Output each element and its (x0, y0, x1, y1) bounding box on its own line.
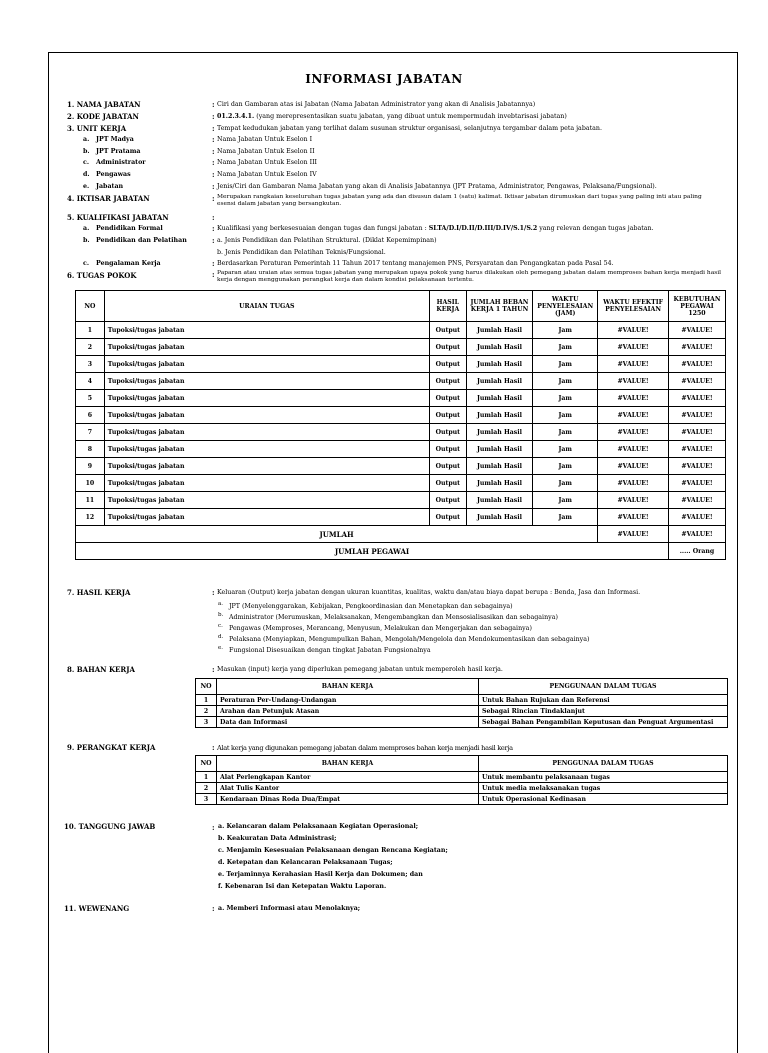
row-efektif: #VALUE! (598, 492, 669, 509)
table-row (196, 695, 728, 706)
row-guna: Untuk Bahan Rujukan dan Referensi (479, 695, 728, 706)
row-uraian: Tupoksi/tugas jabatan (104, 475, 429, 492)
tugas-table (75, 290, 726, 560)
row-hasil: Output (429, 373, 466, 390)
row-guna: Untuk membantu pelaksanaan tugas (479, 772, 728, 783)
colon: : (212, 236, 215, 245)
row-bahan: Kendaraan Dinas Roda Dua/Empat (217, 794, 479, 805)
row-hasil: Output (429, 407, 466, 424)
row-jumlah: Jumlah Hasil (466, 441, 532, 458)
table-row (76, 441, 726, 458)
row-waktu: Jam (533, 424, 598, 441)
th-no: NO (76, 291, 105, 322)
row-efektif: #VALUE! (598, 509, 669, 526)
tanggung-item: c. Menjamin Kesesuaian Pelaksanaan dengan Rencana Kegiatan; (218, 847, 448, 854)
unit-kerja-value: Tempat kedudukan jabatan yang terlihat dalam susunan struktur organisasi, selanjutnya tergambar dalam peta jabatan. (217, 125, 602, 132)
row-hasil: Output (429, 390, 466, 407)
wewenang-label: 11. WEWENANG (64, 904, 130, 913)
pelatihan-label: Pendidikan dan Pelatihan (96, 237, 187, 244)
row-waktu: Jam (533, 509, 598, 526)
th-efektif: WAKTU EFEKTIF PENYELESAIAN (598, 291, 669, 322)
row-bahan: Arahan dan Petunjuk Atasan (217, 706, 479, 717)
row-uraian: Tupoksi/tugas jabatan (104, 390, 429, 407)
perangkat-kerja-value: Alat kerja yang digunakan pemegang jabatan dalam memproses bahan kerja menjadi hasil kerja (217, 744, 513, 752)
table-row (76, 424, 726, 441)
formal-tail: yang relevan dengan tugas jabatan. (537, 225, 654, 232)
tanggung-item: b. Keakuratan Data Administrasi; (218, 835, 337, 842)
unit-label-e: Jabatan (96, 183, 124, 190)
row-no: 1 (76, 322, 105, 339)
th-no: NO (196, 756, 217, 772)
row-kebutuhan: #VALUE! (669, 509, 726, 526)
row-jumlah: Jumlah Hasil (466, 390, 532, 407)
row-uraian: Tupoksi/tugas jabatan (104, 458, 429, 475)
row-kebutuhan: #VALUE! (669, 322, 726, 339)
row-no: 4 (76, 373, 105, 390)
row-uraian: Tupoksi/tugas jabatan (104, 322, 429, 339)
row-uraian: Tupoksi/tugas jabatan (104, 339, 429, 356)
row-hasil: Output (429, 322, 466, 339)
table-row (76, 322, 726, 339)
jumlah-row (76, 526, 726, 543)
row-efektif: #VALUE! (598, 475, 669, 492)
unit-value-a: Nama Jabatan Untuk Eselon I (217, 136, 313, 143)
unit-kerja-label: 3. UNIT KERJA (67, 124, 127, 133)
row-guna: Sebagai Bahan Pengambilan Keputusan dan Penguat Argumentasi (479, 717, 728, 728)
colon: : (212, 158, 215, 167)
row-kebutuhan: #VALUE! (669, 339, 726, 356)
row-no: 1 (196, 695, 217, 706)
table-row (76, 407, 726, 424)
row-kebutuhan: #VALUE! (669, 390, 726, 407)
th-bahan: BAHAN KERJA (217, 756, 479, 772)
hasil-key-a: a. (218, 601, 224, 607)
row-waktu: Jam (533, 407, 598, 424)
pegawai-label: JUMLAH PEGAWAI (76, 543, 669, 560)
row-uraian: Tupoksi/tugas jabatan (104, 424, 429, 441)
row-waktu: Jam (533, 339, 598, 356)
table-row (76, 509, 726, 526)
tanggung-item: d. Ketepatan dan Kelancaran Pelaksanaan Tugas; (218, 859, 393, 866)
row-hasil: Output (429, 492, 466, 509)
row-kebutuhan: #VALUE! (669, 373, 726, 390)
row-hasil: Output (429, 356, 466, 373)
row-efektif: #VALUE! (598, 322, 669, 339)
tugas-pokok-value: Paparan atau uraian atas semua tugas jabatan yang merupakan upaya pokok yang harus dilakukan oleh pemegang jabatan dalam memproses bahan kerja menjadi hasil kerja dengan menggunakan perangkat kerja dan dalam kondisi pelaksanaan tertentu. (217, 270, 721, 283)
formal-key: a. (83, 225, 90, 232)
hasil-item-a: JPT (Menyelenggarakan, Kebijakan, Pengkoordinasian dan Menetapkan dan sebagainya) (229, 603, 513, 610)
row-efektif: #VALUE! (598, 373, 669, 390)
table-row (196, 717, 728, 728)
unit-value-b: Nama Jabatan Untuk Eselon II (217, 148, 315, 155)
row-no: 3 (76, 356, 105, 373)
row-kebutuhan: #VALUE! (669, 424, 726, 441)
unit-label-b: JPT Pratama (96, 148, 141, 155)
row-no: 3 (196, 717, 217, 728)
table-row (76, 339, 726, 356)
colon: : (212, 665, 215, 674)
colon: : (212, 112, 215, 121)
row-efektif: #VALUE! (598, 407, 669, 424)
unit-key-a: a. (83, 136, 90, 143)
hasil-item-c: Pengawas (Memproses, Merancang, Menyusun, Melakukan dan Mengerjakan dan sebagainya) (229, 625, 532, 632)
pengalaman-label: Pengalaman Kerja (96, 260, 161, 267)
colon: : (212, 100, 215, 109)
table-row (76, 373, 726, 390)
pelatihan-a: a. Jenis Pendidikan dan Pelatihan Struktural. (Diklat Kepemimpinan) (217, 237, 437, 244)
hasil-key-b: b. (218, 612, 224, 618)
row-hasil: Output (429, 458, 466, 475)
hasil-key-d: d. (218, 634, 224, 640)
pengalaman-key: c. (83, 260, 90, 267)
row-hasil: Output (429, 339, 466, 356)
th-bahan: BAHAN KERJA (217, 679, 479, 695)
row-uraian: Tupoksi/tugas jabatan (104, 373, 429, 390)
formal-levels: SLTA/D.I/D.II/D.III/D.IV/S.1/S.2 (428, 225, 538, 232)
hasil-item-e: Fungsional Disesuaikan dengan tingkat Jabatan Fungsionalnya (229, 647, 431, 654)
pegawai-value: ..... Orang (669, 543, 726, 560)
tanggung-item: a. Kelancaran dalam Pelaksanaan Kegiatan Operasional; (218, 823, 419, 830)
row-jumlah: Jumlah Hasil (466, 407, 532, 424)
colon: : (212, 182, 215, 191)
colon: : (212, 224, 215, 233)
table-row (196, 772, 728, 783)
th-hasil: HASIL KERJA (429, 291, 466, 322)
row-guna: Untuk media melaksanakan tugas (479, 783, 728, 794)
unit-label-c: Administrator (96, 159, 146, 166)
hasil-kerja-label: 7. HASIL KERJA (67, 588, 131, 597)
th-uraian: URAIAN TUGAS (104, 291, 429, 322)
bahan-kerja-label: 8. BAHAN KERJA (67, 665, 135, 674)
table-row (76, 475, 726, 492)
row-hasil: Output (429, 441, 466, 458)
jumlah-kebutuhan: #VALUE! (669, 526, 726, 543)
row-bahan: Alat Perlengkapan Kantor (217, 772, 479, 783)
th-kebutuhan: KEBUTUHAN PEGAWAI 1250 (669, 291, 726, 322)
row-waktu: Jam (533, 441, 598, 458)
kode-jabatan-value (217, 113, 567, 120)
colon: : (212, 743, 215, 752)
row-jumlah: Jumlah Hasil (466, 322, 532, 339)
colon: : (212, 194, 215, 203)
row-no: 12 (76, 509, 105, 526)
row-bahan: Data dan Informasi (217, 717, 479, 728)
hasil-item-d: Pelaksana (Menyiapkan, Mengumpulkan Bahan, Mengolah/Mengelola dan Mendokumentasikan dan sebagainya) (229, 636, 590, 643)
row-no: 2 (76, 339, 105, 356)
kualifikasi-label: 5. KUALIFIKASI JABATAN (67, 213, 169, 222)
row-kebutuhan: #VALUE! (669, 492, 726, 509)
jumlah-label: JUMLAH (76, 526, 598, 543)
unit-label-a: JPT Madya (96, 136, 134, 143)
row-jumlah: Jumlah Hasil (466, 339, 532, 356)
iktisar-label: 4. IKTISAR JABATAN (67, 194, 150, 203)
colon: : (212, 823, 215, 832)
formal-label: Pendidikan Formal (96, 225, 163, 232)
hasil-key-e: e. (218, 645, 224, 651)
row-efektif: #VALUE! (598, 441, 669, 458)
row-waktu: Jam (533, 492, 598, 509)
row-uraian: Tupoksi/tugas jabatan (104, 407, 429, 424)
tanggung-jawab-label: 10. TANGGUNG JAWAB (64, 822, 156, 831)
th-guna: PENGGUNAAN DALAM TUGAS (479, 679, 728, 695)
perangkat-kerja-table (195, 755, 728, 805)
row-kebutuhan: #VALUE! (669, 356, 726, 373)
unit-label-d: Pengawas (96, 171, 131, 178)
row-guna: Untuk Operasional Kedinasan (479, 794, 728, 805)
colon: : (212, 270, 215, 279)
row-efektif: #VALUE! (598, 339, 669, 356)
table-row (196, 783, 728, 794)
row-waktu: Jam (533, 322, 598, 339)
unit-value-e: Jenis/Ciri dan Gambaran Nama Jabatan yang akan di Analisis Jabatannya (JPT Pratama, Administrator, Pengawas, Pelaksana/Fungsional). (217, 183, 657, 190)
row-efektif: #VALUE! (598, 390, 669, 407)
nama-jabatan-label: 1. NAMA JABATAN (67, 100, 141, 109)
nama-jabatan-value: Ciri dan Gambaran atas isi Jabatan (Nama Jabatan Administrator yang akan di Analisis Jabatannya) (217, 101, 536, 108)
table-row (196, 794, 728, 805)
row-uraian: Tupoksi/tugas jabatan (104, 509, 429, 526)
row-hasil: Output (429, 424, 466, 441)
row-waktu: Jam (533, 356, 598, 373)
perangkat-kerja-label: 9. PERANGKAT KERJA (67, 743, 156, 752)
row-kebutuhan: #VALUE! (669, 441, 726, 458)
table-row (76, 492, 726, 509)
unit-key-c: c. (83, 159, 90, 166)
row-hasil: Output (429, 475, 466, 492)
row-waktu: Jam (533, 458, 598, 475)
th-no: NO (196, 679, 217, 695)
table-row (76, 356, 726, 373)
pengalaman-value: Berdasarkan Peraturan Pemerintah 11 Tahun 2017 tentang manajemen PNS, Persyaratan dan Pengangkatan pada Pasal 54. (217, 260, 614, 267)
kode-jabatan-desc: (yang merepresentasikan suatu jabatan, yang dibuat untuk mempermudah invebtarisasi jabatan) (254, 113, 567, 120)
row-jumlah: Jumlah Hasil (466, 424, 532, 441)
row-kebutuhan: #VALUE! (669, 407, 726, 424)
row-kebutuhan: #VALUE! (669, 458, 726, 475)
row-jumlah: Jumlah Hasil (466, 458, 532, 475)
jumlah-efektif: #VALUE! (598, 526, 669, 543)
row-waktu: Jam (533, 475, 598, 492)
page-title: INFORMASI JABATAN (305, 72, 463, 86)
row-efektif: #VALUE! (598, 424, 669, 441)
colon: : (212, 588, 215, 597)
colon: : (212, 170, 215, 179)
th-jumlah: JUMLAH BEBAN KERJA 1 TAHUN (466, 291, 532, 322)
row-no: 2 (196, 706, 217, 717)
row-uraian: Tupoksi/tugas jabatan (104, 356, 429, 373)
colon: : (212, 904, 215, 913)
row-jumlah: Jumlah Hasil (466, 492, 532, 509)
unit-value-c: Nama Jabatan Untuk Eselon III (217, 159, 318, 166)
formal-value (217, 225, 654, 232)
row-bahan: Peraturan Per-Undang-Undangan (217, 695, 479, 706)
hasil-kerja-value: Keluaran (Output) kerja jabatan dengan ukuran kuantitas, kualitas, waktu dan/atau biaya dapat berupa : Benda, Jasa dan Informasi. (217, 589, 641, 596)
row-no: 3 (196, 794, 217, 805)
row-waktu: Jam (533, 373, 598, 390)
unit-value-d: Nama Jabatan Untuk Eselon IV (217, 171, 317, 178)
table-row (196, 706, 728, 717)
hasil-item-b: Administrator (Merumuskan, Melaksanakan, Mengembangkan dan Mensosialisasikan dan sebagainya) (229, 614, 558, 621)
unit-key-b: b. (83, 148, 90, 155)
pegawai-row (76, 543, 726, 560)
row-jumlah: Jumlah Hasil (466, 509, 532, 526)
colon: : (212, 124, 215, 133)
row-no: 5 (76, 390, 105, 407)
row-jumlah: Jumlah Hasil (466, 475, 532, 492)
row-no: 6 (76, 407, 105, 424)
bahan-kerja-value: Masukan (input) kerja yang diperlukan pemegang jabatan untuk memperoleh hasil kerja. (217, 666, 503, 673)
row-kebutuhan: #VALUE! (669, 475, 726, 492)
formal-text: Kualifikasi yang berkesesuaian dengan tugas dan fungsi jabatan : (217, 225, 429, 232)
bahan-kerja-table (195, 678, 728, 728)
unit-key-e: e. (83, 183, 90, 190)
row-uraian: Tupoksi/tugas jabatan (104, 492, 429, 509)
row-no: 2 (196, 783, 217, 794)
th-waktu: WAKTU PENYELESAIAN (JAM) (533, 291, 598, 322)
iktisar-value: Merupakan rangkaian keseluruhan tugas jabatan yang ada dan disusun dalam 1 (satu) kalimat. Iktisar jabatan dirumuskan dari tugas yang paling inti atau paling esensi dalam jabatan yang bersangkutan. (217, 194, 702, 207)
row-no: 9 (76, 458, 105, 475)
row-no: 10 (76, 475, 105, 492)
tugas-pokok-label: 6. TUGAS POKOK (67, 271, 137, 280)
colon: : (212, 135, 215, 144)
table-row (76, 390, 726, 407)
colon: : (212, 147, 215, 156)
th-guna: PENGGUNAA DALAM TUGAS (479, 756, 728, 772)
kode-jabatan-code: 01.2.3.4.1. (217, 113, 255, 120)
row-no: 1 (196, 772, 217, 783)
tanggung-item: e. Terjaminnya Kerahasian Hasil Kerja dan Dokumen; dan (218, 871, 423, 878)
kode-jabatan-label: 2. KODE JABATAN (67, 112, 139, 121)
colon: : (212, 213, 215, 222)
table-row (76, 458, 726, 475)
hasil-key-c: c. (218, 623, 223, 629)
row-jumlah: Jumlah Hasil (466, 373, 532, 390)
colon: : (212, 259, 215, 268)
row-bahan: Alat Tulis Kantor (217, 783, 479, 794)
row-hasil: Output (429, 509, 466, 526)
row-efektif: #VALUE! (598, 458, 669, 475)
row-guna: Sebagai Rincian Tindaklanjut (479, 706, 728, 717)
pelatihan-b: b. Jenis Pendidikan dan Pelatihan Teknis/Fungsional. (217, 249, 386, 256)
row-no: 7 (76, 424, 105, 441)
pelatihan-key: b. (83, 237, 90, 244)
tanggung-item: f. Kebenaran Isi dan Ketepatan Waktu Laporan. (218, 883, 387, 890)
wewenang-item: a. Memberi Informasi atau Menolaknya; (218, 905, 361, 912)
row-no: 11 (76, 492, 105, 509)
row-uraian: Tupoksi/tugas jabatan (104, 441, 429, 458)
row-efektif: #VALUE! (598, 356, 669, 373)
unit-key-d: d. (83, 171, 90, 178)
row-jumlah: Jumlah Hasil (466, 356, 532, 373)
row-no: 8 (76, 441, 105, 458)
row-waktu: Jam (533, 390, 598, 407)
